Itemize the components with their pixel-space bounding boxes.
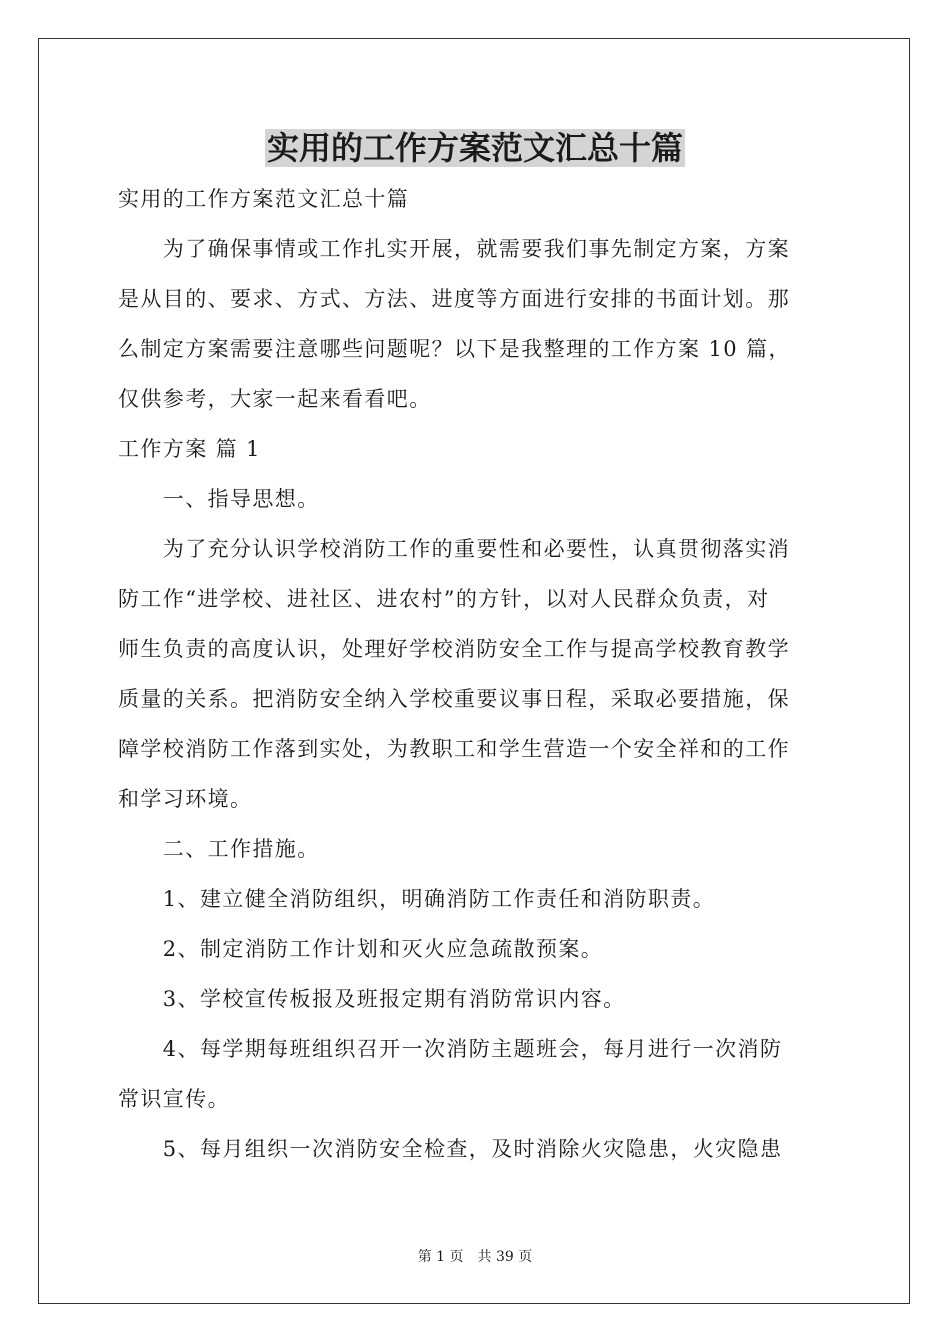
body-line: 5、每月组织一次消防安全检查，及时消除火灾隐患，火灾隐患 bbox=[118, 1137, 783, 1161]
body-line: 师生负责的高度认识，处理好学校消防安全工作与提高学校教育教学 bbox=[118, 637, 790, 661]
document-title-text: 实用的工作方案范文汇总十篇 bbox=[266, 129, 683, 167]
body-line: 2、制定消防工作计划和灭火应急疏散预案。 bbox=[118, 937, 604, 961]
page-border bbox=[38, 38, 910, 1304]
body-line: 么制定方案需要注意哪些问题呢？以下是我整理的工作方案 10 篇， bbox=[118, 337, 791, 361]
page-footer: 第 1 页 共 39 页 bbox=[417, 1249, 533, 1265]
body-line: 质量的关系。把消防安全纳入学校重要议事日程，采取必要措施，保 bbox=[118, 687, 790, 711]
body-line: 1、建立健全消防组织，明确消防工作责任和消防职责。 bbox=[118, 887, 716, 911]
body-line: 防工作“进学校、进社区、进农村”的方针，以对人民群众负责，对 bbox=[118, 587, 770, 611]
section-heading: 工作方案 篇 1 bbox=[118, 437, 261, 461]
subtitle-line: 实用的工作方案范文汇总十篇 bbox=[118, 187, 410, 211]
body-line: 为了确保事情或工作扎实开展，就需要我们事先制定方案，方案 bbox=[118, 237, 790, 261]
body-line: 一、指导思想。 bbox=[118, 487, 320, 511]
body-line: 仅供参考，大家一起来看看吧。 bbox=[118, 387, 432, 411]
body-line: 是从目的、要求、方式、方法、进度等方面进行安排的书面计划。那 bbox=[118, 287, 790, 311]
body-line: 为了充分认识学校消防工作的重要性和必要性，认真贯彻落实消 bbox=[118, 537, 790, 561]
body-line: 和学习环境。 bbox=[118, 787, 253, 811]
body-line: 4、每学期每班组织召开一次消防主题班会，每月进行一次消防 bbox=[118, 1037, 783, 1061]
body-line: 常识宣传。 bbox=[118, 1087, 230, 1111]
body-line: 3、学校宣传板报及班报定期有消防常识内容。 bbox=[118, 987, 626, 1011]
body-line: 障学校消防工作落到实处，为教职工和学生营造一个安全祥和的工作 bbox=[118, 737, 790, 761]
body-line: 二、工作措施。 bbox=[118, 837, 320, 861]
document-title bbox=[0, 126, 950, 170]
